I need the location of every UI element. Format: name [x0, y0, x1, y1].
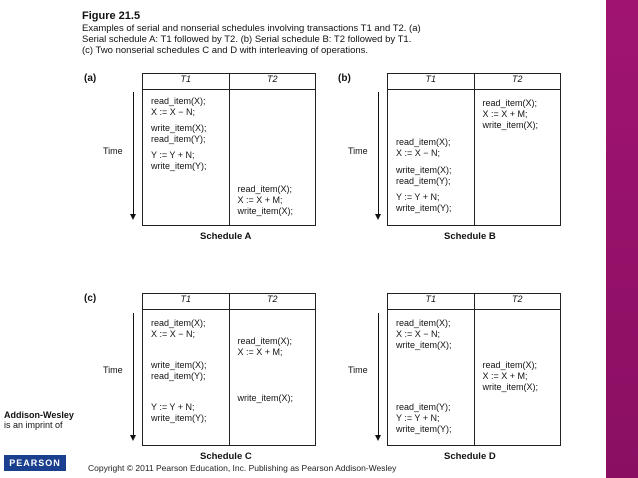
publisher-imprint: [4, 410, 74, 430]
panel-b-tag: (b): [338, 73, 351, 84]
op: Y := Y + N;: [396, 413, 440, 423]
schedule-a-table: [142, 73, 316, 226]
op: read_item(X);: [151, 318, 206, 328]
figure-title: Figure 21.5: [82, 10, 141, 22]
caption-line: Examples of serial and nonserial schedules involving transactions T1 and T2. (a): [82, 23, 421, 34]
schedule-b-table: [387, 73, 561, 226]
op: write_item(X);: [151, 360, 207, 370]
time-label: Time: [103, 146, 123, 156]
right-accent-bar: [606, 0, 638, 478]
t1-ops: [388, 90, 474, 225]
time-arrow-icon: [378, 92, 379, 216]
op: read_item(Y);: [396, 402, 451, 412]
op: write_item(Y);: [151, 161, 207, 171]
time-arrow-icon: [378, 313, 379, 437]
t1-header: T1: [143, 294, 230, 310]
copyright-text: Copyright © 2011 Pearson Education, Inc. Publishing as Pearson Addison-Wesley: [88, 463, 397, 473]
op: read_item(X);: [396, 318, 451, 328]
caption-line: (c) Two nonserial schedules C and D with interleaving of operations.: [82, 45, 369, 56]
op: write_item(X);: [151, 123, 207, 133]
t1-ops: [388, 310, 474, 445]
panel-a-tag: (a): [84, 73, 97, 84]
t2-header: T2: [474, 74, 561, 90]
t1-ops: [143, 90, 229, 225]
publisher-name: Addison-Wesley: [4, 410, 74, 420]
op: write_item(X);: [396, 340, 452, 350]
op: Y := Y + N;: [396, 192, 440, 202]
t2-ops: [475, 90, 561, 225]
t1-header: T1: [143, 74, 230, 90]
op: X := X − N;: [151, 107, 196, 117]
op: write_item(X);: [482, 120, 539, 130]
time-arrow-icon: [133, 313, 134, 437]
op: read_item(X);: [482, 98, 538, 108]
left-margin: [0, 0, 76, 478]
caption-line: Serial schedule A: T1 followed by T2. (b) Serial schedule B: T2 followed by T1.: [82, 34, 412, 45]
op: X := X + M;: [482, 109, 528, 119]
op: write_item(Y);: [396, 203, 452, 213]
time-label: Time: [103, 365, 123, 375]
t2-header: T2: [474, 294, 561, 310]
op: Y := Y + N;: [151, 150, 195, 160]
op: write_item(Y);: [151, 413, 207, 423]
op: write_item(X);: [396, 165, 452, 175]
op: read_item(Y);: [396, 176, 451, 186]
time-label: Time: [348, 365, 368, 375]
op: X := X + M;: [482, 371, 528, 381]
op: write_item(X);: [237, 393, 294, 403]
pearson-logo: PEARSON: [4, 455, 66, 471]
op: read_item(X);: [482, 360, 538, 370]
schedule-d-table: [387, 293, 561, 446]
op: read_item(X);: [396, 137, 451, 147]
op: write_item(Y);: [396, 424, 452, 434]
op: X := X + M;: [237, 195, 283, 205]
op: Y := Y + N;: [151, 402, 195, 412]
op: read_item(X);: [237, 184, 293, 194]
op: X := X − N;: [396, 148, 441, 158]
imprint-text: is an imprint of: [4, 420, 63, 430]
schedule-d-label: Schedule D: [444, 451, 496, 462]
op: X := X − N;: [151, 329, 196, 339]
t2-ops: [230, 310, 316, 445]
t1-header: T1: [388, 294, 475, 310]
op: write_item(X);: [482, 382, 539, 392]
time-arrow-icon: [133, 92, 134, 216]
op: X := X + M;: [237, 347, 283, 357]
figure-page: [76, 0, 606, 478]
schedule-b-label: Schedule B: [444, 231, 496, 242]
op: X := X − N;: [396, 329, 441, 339]
schedule-c-label: Schedule C: [200, 451, 252, 462]
t2-header: T2: [229, 294, 316, 310]
op: write_item(X);: [237, 206, 294, 216]
panel-c-tag: (c): [84, 293, 97, 304]
t2-header: T2: [229, 74, 316, 90]
t2-ops: [230, 90, 316, 225]
figure-caption: [82, 23, 482, 56]
time-label: Time: [348, 146, 368, 156]
t2-ops: [475, 310, 561, 445]
t1-header: T1: [388, 74, 475, 90]
op: read_item(Y);: [151, 134, 206, 144]
schedule-a-label: Schedule A: [200, 231, 252, 242]
t1-ops: [143, 310, 229, 445]
schedule-c-table: [142, 293, 316, 446]
op: read_item(Y);: [151, 371, 206, 381]
op: read_item(X);: [237, 336, 293, 346]
op: read_item(X);: [151, 96, 206, 106]
